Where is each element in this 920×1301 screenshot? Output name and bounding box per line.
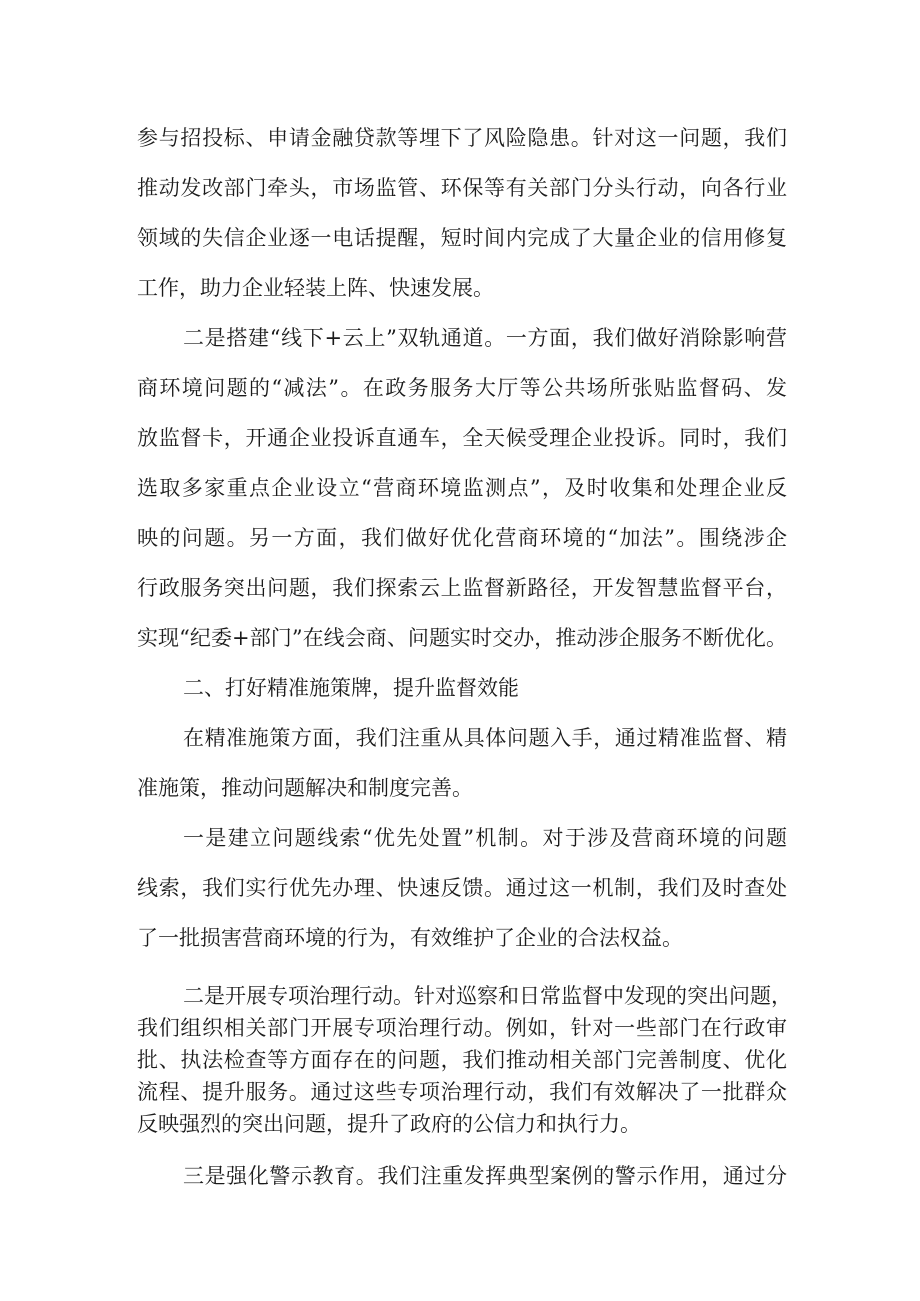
paragraph-line: 反映强烈的突出问题，提升了政府的公信力和执行力。	[137, 1112, 641, 1136]
paragraph-line: 一是建立问题线索“优先处置”机制。对于涉及营商环境的问题	[183, 826, 787, 850]
paragraph-line: 放监督卡，开通企业投诉直通车，全天候受理企业投诉。同时，我们	[137, 426, 787, 450]
paragraph-line: 二是搭建“线下+云上”双轨通道。一方面，我们做好消除影响营	[183, 326, 787, 350]
paragraph-line: 选取多家重点企业设立“营商环境监测点”，及时收集和处理企业反	[137, 476, 787, 500]
paragraph-line: 映的问题。另一方面，我们做好优化营商环境的“加法”。围绕涉企	[137, 526, 787, 550]
paragraph-line: 工作，助力企业轻装上阵、快速发展。	[137, 276, 494, 300]
paragraph-line: 领域的失信企业逐一电话提醒，短时间内完成了大量企业的信用修复	[137, 226, 787, 250]
paragraph-line: 在精准施策方面，我们注重从具体问题入手，通过精准监督、精	[183, 726, 787, 750]
paragraph-line: 推动发改部门牵头，市场监管、环保等有关部门分头行动，向各行业	[137, 176, 787, 200]
paragraph-line: 流程、提升服务。通过这些专项治理行动，我们有效解决了一批群众	[137, 1080, 787, 1104]
paragraph-line: 线索，我们实行优先办理、快速反馈。通过这一机制，我们及时查处	[137, 876, 787, 900]
paragraph-line: 参与招投标、申请金融贷款等埋下了风险隐患。针对这一问题，我们	[137, 126, 787, 150]
paragraph-line: 批、执法检查等方面存在的问题，我们推动相关部门完善制度、优化	[137, 1048, 787, 1072]
paragraph-line: 我们组织相关部门开展专项治理行动。例如，针对一些部门在行政审	[137, 1016, 787, 1040]
paragraph-line: 商环境问题的“减法”。在政务服务大厅等公共场所张贴监督码、发	[137, 376, 787, 400]
paragraph-line: 三是强化警示教育。我们注重发挥典型案例的警示作用，通过分	[183, 1164, 787, 1188]
paragraph-line: 实现“纪委+部门”在线会商、问题实时交办，推动涉企服务不断优化。	[137, 626, 787, 650]
paragraph-line: 了一批损害营商环境的行为，有效维护了企业的合法权益。	[137, 926, 683, 950]
paragraph-line: 准施策，推动问题解决和制度完善。	[137, 776, 473, 800]
paragraph-line: 行政服务突出问题，我们探索云上监督新路径，开发智慧监督平台，	[137, 576, 787, 600]
section-heading: 二、打好精准施策牌，提升监督效能	[183, 676, 519, 700]
paragraph-line: 二是开展专项治理行动。针对巡察和日常监督中发现的突出问题，	[183, 984, 792, 1008]
